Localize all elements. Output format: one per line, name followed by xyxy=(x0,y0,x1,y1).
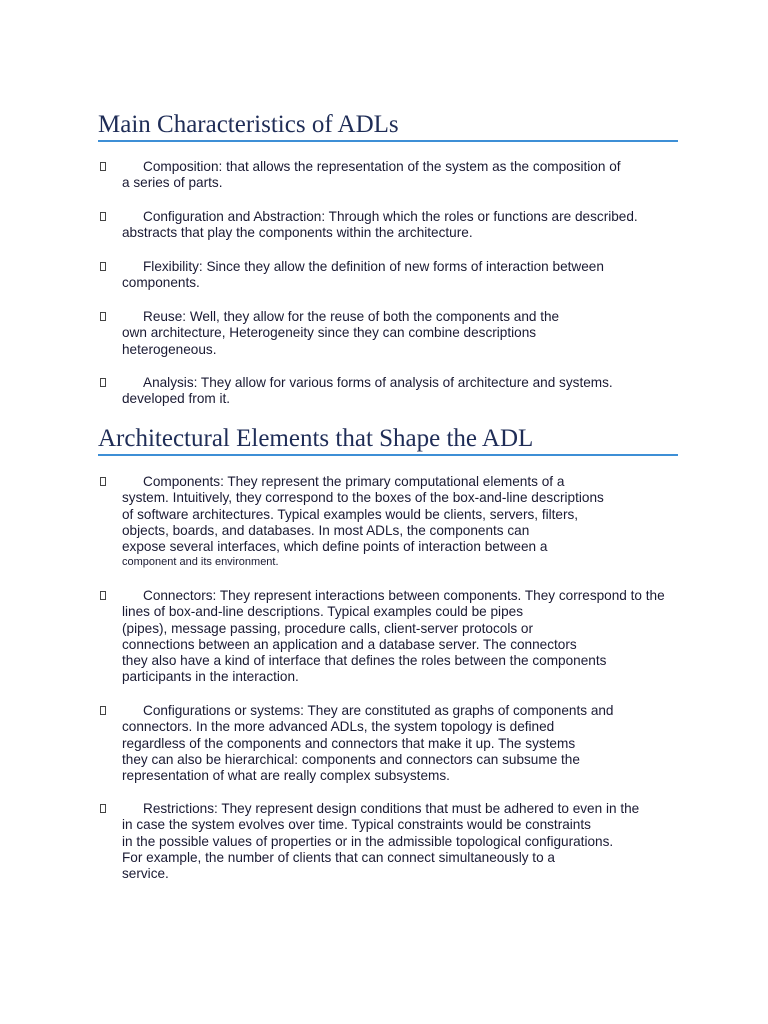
bullet-box-icon xyxy=(100,212,106,221)
list-item-components xyxy=(98,474,678,569)
list-item-line: expose several interfaces, which define points of interaction between a xyxy=(122,539,548,555)
list-item-line: Analysis: They allow for various forms of analysis of architecture and systems. xyxy=(143,375,613,390)
list-item-line: a series of parts. xyxy=(122,175,223,191)
list-item-line: connections between an application and a database server. The connectors xyxy=(122,636,577,652)
list-item-line: heterogeneous. xyxy=(122,341,217,357)
list-item-configuration xyxy=(98,209,678,242)
bullet-box-icon xyxy=(100,378,106,387)
list-item-line: lines of box-and-line descriptions. Typical examples could be pipes xyxy=(122,604,523,620)
bullet-box-icon xyxy=(100,312,106,321)
list-item-line: service. xyxy=(122,866,169,882)
list-item-connectors xyxy=(98,588,678,686)
list-item-configurations xyxy=(98,703,678,784)
list-item-line: regardless of the components and connectors that make it up. The systems xyxy=(122,735,576,751)
list-item-line: in the possible values of properties or in the admissible topological configurations. xyxy=(122,833,614,849)
bullet-box-icon xyxy=(100,706,106,715)
list-item-line: Composition: that allows the representation of the system as the composition of xyxy=(143,159,621,174)
bullet-box-icon xyxy=(100,591,106,600)
list-item-line: For example, the number of clients that can connect simultaneously to a xyxy=(122,849,555,865)
bullet-box-icon xyxy=(100,804,106,813)
list-item-line: connectors. In the more advanced ADLs, the system topology is defined xyxy=(122,719,555,735)
list-item-line: Flexibility: Since they allow the definition of new forms of interaction between xyxy=(143,259,604,274)
list-item-line: participants in the interaction. xyxy=(122,669,299,685)
list-item-composition xyxy=(98,159,678,192)
list-item-line: component and its environment. xyxy=(122,556,279,569)
list-item-line: system. Intuitively, they correspond to the boxes of the box-and-line descriptions xyxy=(122,490,604,506)
list-item-line: Configurations or systems: They are constituted as graphs of components and xyxy=(143,703,614,718)
list-item-line: they also have a kind of interface that defines the roles between the components xyxy=(122,653,607,669)
section-heading-main-characteristics: Main Characteristics of ADLs xyxy=(98,110,678,142)
list-item-line: objects, boards, and databases. In most ADLs, the components can xyxy=(122,522,530,538)
list-item-line: components. xyxy=(122,275,200,291)
list-item-line: abstracts that play the components within the architecture. xyxy=(122,225,473,241)
list-item-line: developed from it. xyxy=(122,391,231,407)
section-heading-architectural-elements: Architectural Elements that Shape the ADL xyxy=(98,424,678,456)
list-item-reuse xyxy=(98,309,678,358)
list-item-line: of software architectures. Typical examples would be clients, servers, filters, xyxy=(122,506,579,522)
list-item-line: they can also be hierarchical: components and connectors can subsume the xyxy=(122,751,580,767)
list-item-analysis xyxy=(98,375,678,408)
list-item-line: Connectors: They represent interactions between components. They correspond to the xyxy=(143,588,665,603)
list-item-line: (pipes), message passing, procedure calls, client-server protocols or xyxy=(122,620,534,636)
list-item-restrictions xyxy=(98,801,678,882)
list-item-line: Restrictions: They represent design conditions that must be adhered to even in the xyxy=(143,801,640,816)
list-item-line: in case the system evolves over time. Typical constraints would be constraints xyxy=(122,817,591,833)
list-item-line: Components: They represent the primary computational elements of a xyxy=(143,474,565,489)
bullet-box-icon xyxy=(100,162,106,171)
list-item-line: Reuse: Well, they allow for the reuse of both the components and the xyxy=(143,309,560,324)
bullet-box-icon xyxy=(100,262,106,271)
list-item-line: representation of what are really complex subsystems. xyxy=(122,768,450,784)
bullet-box-icon xyxy=(100,477,106,486)
list-item-line: Configuration and Abstraction: Through which the roles or functions are described. xyxy=(143,209,638,224)
list-item-flexibility xyxy=(98,259,678,292)
list-item-line: own architecture, Heterogeneity since they can combine descriptions xyxy=(122,325,537,341)
